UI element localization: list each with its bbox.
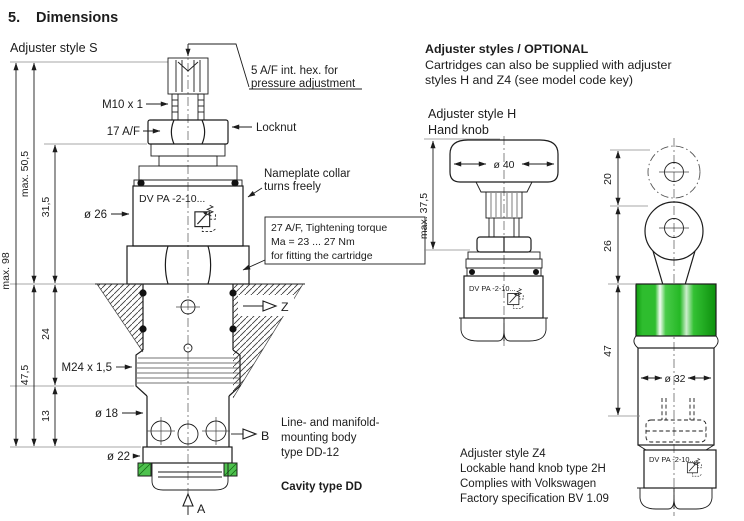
dim-max375: max. 37,5 [418, 192, 430, 240]
dim-dia32: ø 32 [664, 373, 686, 385]
optional-heading: Adjuster styles / OPTIONAL [425, 42, 589, 56]
dim-max98: max. 98 [0, 252, 12, 290]
torque-note-line1: 27 A/F, Tightening torque [271, 222, 388, 234]
z4-body [634, 336, 718, 450]
label-dia22: ø 22 [106, 451, 130, 463]
port-b-arrow [231, 429, 269, 443]
torque-note-box [243, 217, 425, 270]
style-h-hex [459, 318, 548, 341]
body-note-line2: mounting body [281, 432, 357, 444]
port-a-arrow [183, 494, 206, 516]
dim-dia40: ø 40 [493, 159, 515, 171]
bottom-nose [152, 463, 228, 490]
page-title: Dimensions [36, 10, 119, 26]
z4-caption-line1: Adjuster style Z4 [460, 448, 546, 460]
port-z-label: Z [281, 300, 289, 314]
dim-24: 24 [40, 328, 52, 340]
style-h-subheading: Hand knob [428, 123, 489, 137]
dim-47: 47 [602, 345, 614, 357]
label-m10: M10 x 1 [102, 99, 143, 111]
hex-note-line2: pressure adjustment [251, 78, 356, 90]
drawing-style-s [0, 41, 425, 516]
page-title-number: 5. [8, 10, 21, 26]
nameplate-text: DV PA -2-10... [139, 193, 206, 205]
z4-nameplate-text: DV PA -2-10... [649, 455, 696, 464]
port-a-label: A [197, 502, 206, 516]
green-knob-band [636, 284, 716, 336]
z4-hex [637, 488, 715, 509]
z4-nameplate [644, 450, 716, 488]
body-note-line3: type DD-12 [281, 447, 340, 459]
torque-note-line3: for fitting the cartridge [271, 250, 373, 262]
label-17af: 17 A/F [106, 126, 140, 138]
cavity-note: Cavity type DD [281, 481, 363, 493]
z4-caption-line4: Factory specification BV 1.09 [460, 493, 609, 505]
hex-note-line1: 5 A/F int. hex. for [251, 65, 338, 77]
z4-caption-line2: Lockable hand knob type 2H [460, 463, 606, 475]
style-h-nameplate [464, 276, 543, 318]
z4-dimension-lines [608, 150, 650, 416]
dim-475: 47,5 [19, 364, 31, 386]
style-h-nameplate-text: DV PA -2-10... [469, 284, 516, 293]
dim-26: 26 [602, 240, 614, 252]
green-seal-rings [138, 463, 237, 476]
label-dia26: ø 26 [83, 209, 107, 221]
drawing-style-h [418, 107, 558, 346]
nameplate-note-line1: Nameplate collar [264, 168, 351, 180]
torque-note-line2: Ma = 23 ... 27 Nm [271, 236, 355, 248]
nameplate-note-line2: turns freely [264, 181, 321, 193]
drawing-style-z4 [460, 138, 718, 516]
dim-13: 13 [40, 410, 52, 422]
dim-max505: max. 50,5 [19, 150, 31, 198]
label-locknut: Locknut [256, 122, 297, 134]
style-s-heading: Adjuster style S [10, 41, 98, 55]
label-m24: M24 x 1,5 [61, 362, 112, 374]
relief-valve-symbol [195, 205, 216, 231]
dim-315: 31,5 [40, 196, 52, 218]
dim-20: 20 [602, 173, 614, 185]
label-dia18: ø 18 [94, 408, 118, 420]
optional-line1: Cartridges can also be supplied with adjuster [425, 58, 672, 72]
optional-line2: styles H and Z4 (see model code key) [425, 73, 633, 87]
optional-text-block [425, 42, 672, 87]
port-b-label: B [261, 429, 270, 443]
body-note-line1: Line- and manifold- [281, 417, 380, 429]
style-h-locknut [477, 237, 531, 252]
style-h-heading: Adjuster style H [428, 107, 517, 121]
z4-caption-line3: Complies with Volkswagen [460, 478, 597, 490]
